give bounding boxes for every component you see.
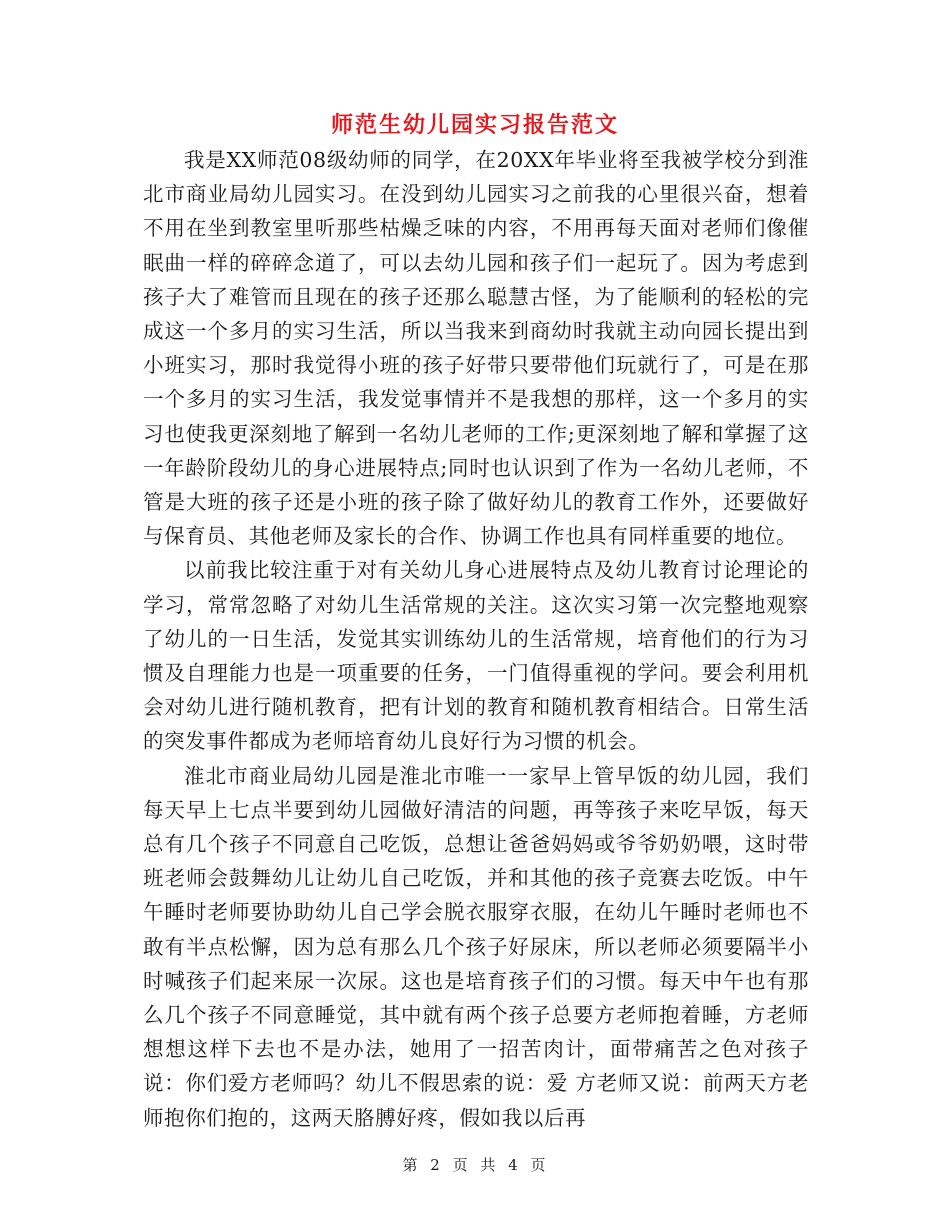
paragraph-3: 淮北市商业局幼儿园是淮北市唯一一家早上管早饭的幼儿园，我们每天早上七点半要到幼儿园做好清洁的问题，再等孩子来吃早饭，每天总有几个孩子不同意自己吃饭，总想让爸爸妈妈或爷爷奶奶喂，这时带班老师会鼓舞幼儿让幼儿自己吃饭，并和其他的孩子竞赛去吃饭。中午午睡时老师要协助幼儿自己学会脱衣服穿衣服，在幼儿午睡时老师也不敢有半点松懈，因为总有那么几个孩子好尿床，所以老师必须要隔半小时喊孩子们起来尿一次尿。这也是培育孩子们的习惯。每天中午也有那么几个孩子不同意睡觉，其中就有两个孩子总要方老师抱着睡，方老师想想这样下去也不是办法，她用了一招苦肉计，面带痛苦之色对孩子说：你们爱方老师吗？幼儿不假思索的说：爱 方老师又说：前两天方老师抱你们抱的，这两天胳膊好疼，假如我以后再 [143, 763, 809, 1130]
document-title: 师范生幼儿园实习报告范文 [330, 112, 619, 138]
document-body [143, 143, 809, 1135]
paragraph-2: 以前我比较注重于对有关幼儿身心进展特点及幼儿教育讨论理论的学习，常常忽略了对幼儿生活常规的关注。这次实习第一次完整地观察了幼儿的一日生活，发觉其实训练幼儿的生活常规，培育他们的行为习惯及自理能力也是一项重要的任务，一门值得重视的学问。要会利用机会对幼儿进行随机教育，把有计划的教育和随机教育相结合。日常生活的突发事件都成为老师培育幼儿良好行为习惯的机会。 [143, 558, 809, 754]
page-number-footer: 第 2 页 共 4 页 [402, 1156, 548, 1174]
paragraph-1: 我是XX师范08级幼师的同学，在20XX年毕业将至我被学校分到淮北市商业局幼儿园实习。在没到幼儿园实习之前我的心里很兴奋，想着不用在坐到教室里听那些枯燥乏味的内容，不用再每天面对老师们像催眠曲一样的碎碎念道了，可以去幼儿园和孩子们一起玩了。因为考虑到孩子大了难管而且现在的孩子还那么聪慧古怪，为了能顺利的轻松的完成这一个多月的实习生活，所以当我来到商幼时我就主动向园长提出到小班实习，那时我觉得小班的孩子好带只要带他们玩就行了，可是在那一个多月的实习生活，我发觉事情并不是我想的那样，这一个多月的实习也使我更深刻地了解到一名幼儿老师的工作;更深刻地了解和掌握了这一年龄阶段幼儿的身心进展特点;同时也认识到了作为一名幼儿老师，不管是大班的孩子还是小班的孩子除了做好幼儿的教育工作外，还要做好与保育员、其他老师及家长的合作、协调工作也具有同样重要的地位。 [143, 148, 809, 549]
